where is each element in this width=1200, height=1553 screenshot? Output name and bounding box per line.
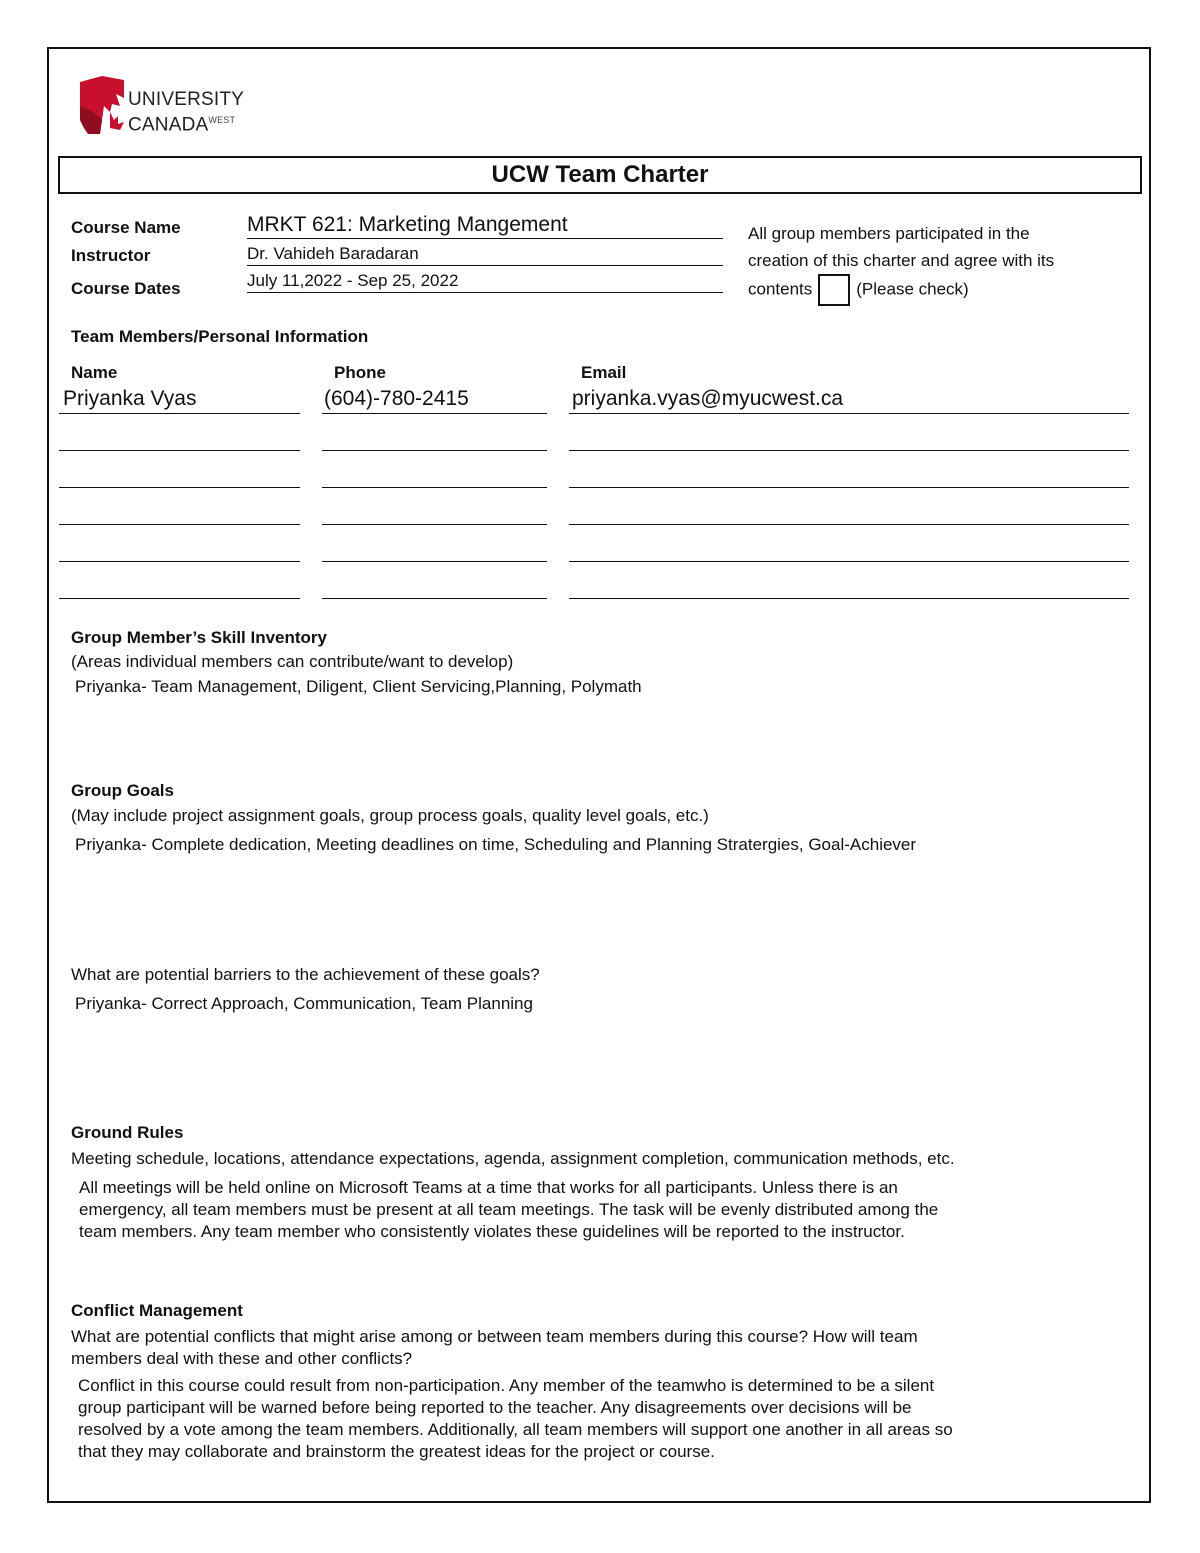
member-row-5-email-line[interactable] — [569, 561, 1129, 562]
conflict-subtitle-line: members deal with these and other conflicts? — [71, 1349, 413, 1368]
member-row-1-email-line[interactable] — [569, 413, 1129, 414]
agreement-line2: creation of this charter and agree with its — [748, 251, 1055, 270]
member-row-4-email-line[interactable] — [569, 524, 1129, 525]
member-row-1-name-line[interactable] — [59, 413, 300, 414]
page-title: UCW Team Charter — [58, 156, 1142, 194]
name-column-header: Name — [71, 363, 118, 382]
university-logo — [80, 76, 280, 136]
course-name-field[interactable]: MRKT 621: Marketing Mangement — [247, 212, 723, 239]
instructor-field[interactable]: Dr. Vahideh Baradaran — [247, 243, 723, 266]
conflict-title: Conflict Management — [71, 1301, 243, 1320]
conflict-line: that they may collaborate and brainstorm the greatest ideas for the project or course. — [78, 1442, 715, 1461]
phone-column-header: Phone — [334, 363, 386, 382]
member-row-6-phone-line[interactable] — [322, 598, 547, 599]
skills-title: Group Member’s Skill Inventory — [71, 628, 328, 647]
maple-leaf-logo-icon — [80, 76, 128, 134]
member-1-name[interactable]: Priyanka Vyas — [63, 387, 197, 410]
agreement-line3-post: (Please check) — [856, 279, 969, 299]
course-dates-field[interactable]: July 11,2022 - Sep 25, 2022 — [247, 269, 723, 293]
ground-rules-field[interactable] — [79, 1177, 1139, 1243]
member-row-3-email-line[interactable] — [569, 487, 1129, 488]
conflict-subtitle — [71, 1326, 1131, 1370]
ground-rules-line: team members. Any team member who consistently violates these guidelines will be reported to the instructor. — [79, 1222, 905, 1241]
skills-field[interactable]: Priyanka- Team Management, Diligent, Client Servicing,Planning, Polymath — [75, 677, 642, 696]
member-row-4-name-line[interactable] — [59, 524, 300, 525]
barriers-field[interactable]: Priyanka- Correct Approach, Communication, Team Planning — [75, 994, 533, 1013]
conflict-subtitle-line: What are potential conflicts that might arise among or between team members during this course? How will team — [71, 1327, 918, 1346]
member-row-2-name-line[interactable] — [59, 450, 300, 451]
member-row-2-phone-line[interactable] — [322, 450, 547, 451]
course-dates-label: Course Dates — [71, 279, 181, 298]
logo-west: WEST — [208, 115, 236, 125]
agreement-line3-pre: contents — [748, 279, 813, 299]
logo-wordmark — [128, 90, 244, 135]
conflict-line: resolved by a vote among the team members. Additionally, all team members will support one another in all areas so — [78, 1420, 953, 1439]
ground-rules-line: All meetings will be held online on Microsoft Teams at a time that works for all participants. Unless there is an — [79, 1178, 898, 1197]
member-row-4-phone-line[interactable] — [322, 524, 547, 525]
member-row-6-name-line[interactable] — [59, 598, 300, 599]
member-1-phone[interactable]: (604)-780-2415 — [324, 387, 469, 410]
member-1-email[interactable]: priyanka.vyas@myucwest.ca — [572, 387, 844, 410]
goals-subtitle: (May include project assignment goals, group process goals, quality level goals, etc.) — [71, 806, 709, 825]
conflict-field[interactable] — [78, 1375, 1143, 1463]
skills-subtitle: (Areas individual members can contribute/want to develop) — [71, 652, 514, 671]
agreement-checkbox[interactable] — [818, 274, 850, 306]
member-row-3-phone-line[interactable] — [322, 487, 547, 488]
instructor-label: Instructor — [71, 246, 151, 265]
member-row-5-name-line[interactable] — [59, 561, 300, 562]
member-row-5-phone-line[interactable] — [322, 561, 547, 562]
agreement-text — [748, 220, 1128, 306]
conflict-line: group participant will be warned before being reported to the teacher. Any disagreements over decisions will be — [78, 1398, 912, 1417]
member-row-2-email-line[interactable] — [569, 450, 1129, 451]
goals-field[interactable]: Priyanka- Complete dedication, Meeting deadlines on time, Scheduling and Planning Stratergies, Goal-Achiever — [75, 835, 917, 854]
ground-rules-line: emergency, all team members must be present at all team meetings. The task will be evenly distributed among the — [79, 1200, 939, 1219]
logo-line2: CANADA — [128, 114, 209, 136]
agreement-line1: All group members participated in the — [748, 224, 1030, 243]
email-column-header: Email — [581, 363, 627, 382]
goals-title: Group Goals — [71, 781, 174, 800]
ground-rules-title: Ground Rules — [71, 1123, 184, 1142]
ground-rules-subtitle: Meeting schedule, locations, attendance expectations, agenda, assignment completion, communication methods, etc. — [71, 1149, 955, 1168]
member-row-3-name-line[interactable] — [59, 487, 300, 488]
course-name-label: Course Name — [71, 218, 181, 237]
member-row-1-phone-line[interactable] — [322, 413, 547, 414]
team-members-title: Team Members/Personal Information — [71, 327, 369, 346]
barriers-question: What are potential barriers to the achievement of these goals? — [71, 965, 540, 984]
logo-line1: UNIVERSITY — [128, 89, 245, 110]
member-row-6-email-line[interactable] — [569, 598, 1129, 599]
conflict-line: Conflict in this course could result from non-participation. Any member of the teamwho is determined to be a silent — [78, 1376, 935, 1395]
